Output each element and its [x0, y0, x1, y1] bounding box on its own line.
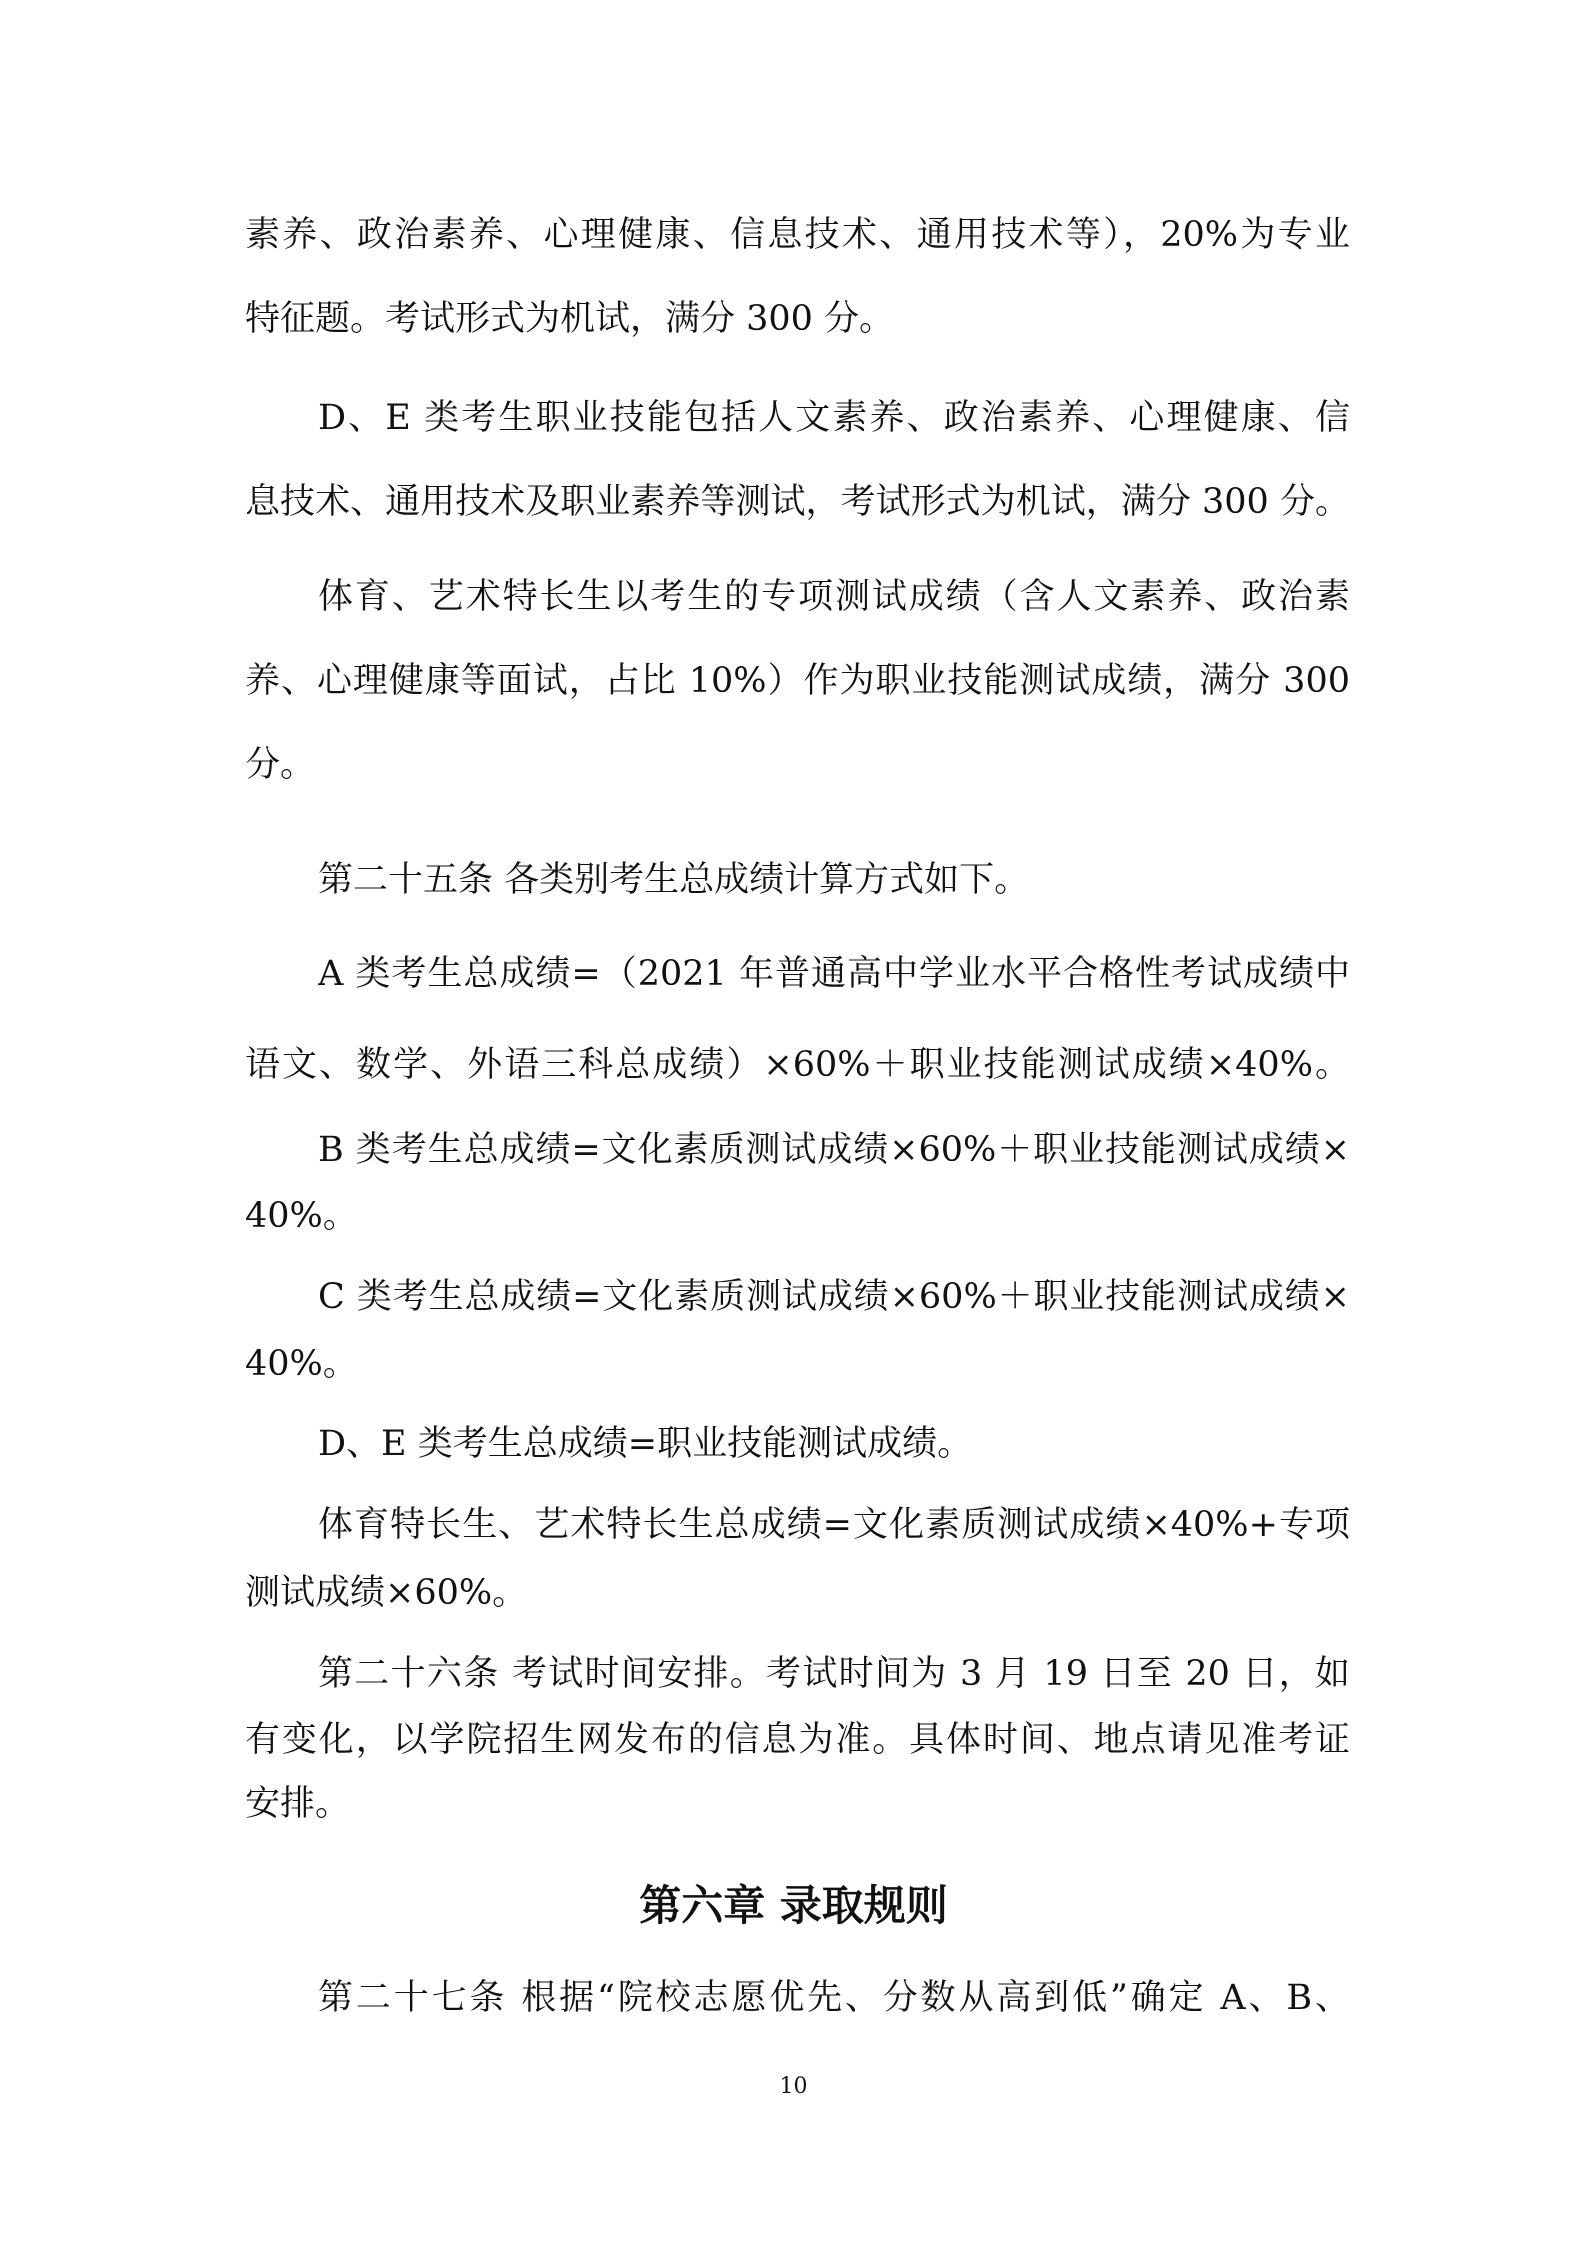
paragraph-line: 安排。 [245, 1784, 351, 1824]
paragraph-line: 养、心理健康等面试，占比 10%）作为职业技能测试成绩，满分 300 [245, 661, 1350, 701]
page-number: 10 [779, 2074, 808, 2099]
paragraph-line: 语文、数学、外语三科总成绩）×60%＋职业技能测试成绩×40%。 [245, 1045, 1350, 1085]
article-26: 第二十六条 考试时间安排。考试时间为 3 月 19 日至 20 日，如 [318, 1654, 1350, 1694]
article-27: 第二十七条 根据“院校志愿优先、分数从高到低”确定 A、B、 [318, 1978, 1350, 2018]
article-25: 第二十五条 各类别考生总成绩计算方式如下。 [318, 860, 1030, 900]
paragraph-line: B 类考生总成绩=文化素质测试成绩×60%＋职业技能测试成绩× [318, 1130, 1350, 1170]
paragraph-line: 分。 [245, 745, 316, 785]
paragraph-line: 40%。 [245, 1344, 358, 1384]
paragraph-line: A 类考生总成绩=（2021 年普通高中学业水平合格性考试成绩中 [318, 954, 1350, 994]
paragraph-line: D、E 类考生总成绩=职业技能测试成绩。 [318, 1424, 973, 1464]
chapter-heading: 第六章 录取规则 [639, 1881, 948, 1930]
paragraph-line: C 类考生总成绩=文化素质测试成绩×60%＋职业技能测试成绩× [318, 1277, 1350, 1317]
paragraph-line: 体育特长生、艺术特长生总成绩=文化素质测试成绩×40%+专项 [318, 1505, 1350, 1545]
paragraph-line: 体育、艺术特长生以考生的专项测试成绩（含人文素养、政治素 [318, 577, 1350, 617]
paragraph-line: 特征题。考试形式为机试，满分 300 分。 [245, 299, 895, 339]
paragraph-line: D、E 类考生职业技能包括人文素养、政治素养、心理健康、信 [318, 398, 1350, 438]
paragraph-line: 息技术、通用技术及职业素养等测试，考试形式为机试，满分 300 分。 [245, 482, 1350, 522]
paragraph-line: 40%。 [245, 1196, 358, 1236]
paragraph-line: 测试成绩×60%。 [245, 1573, 528, 1613]
paragraph-line: 有变化，以学院招生网发布的信息为准。具体时间、地点请见准考证 [245, 1720, 1350, 1760]
paragraph-line: 素养、政治素养、心理健康、信息技术、通用技术等），20%为专业 [245, 215, 1350, 255]
